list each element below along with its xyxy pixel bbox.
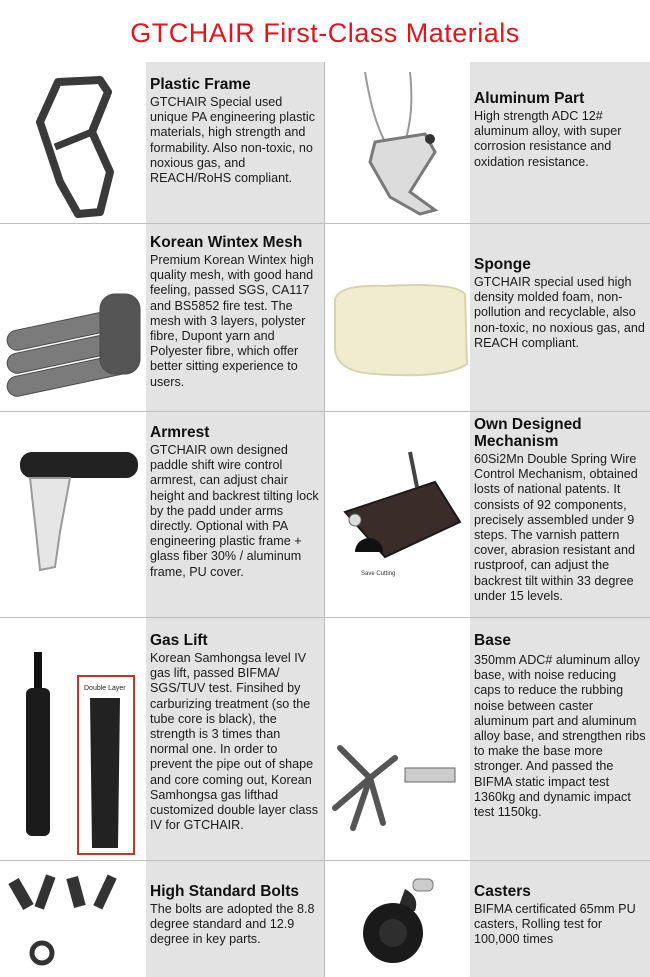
aluminum-part-image [325,62,470,223]
aluminum-part-text [470,62,650,223]
gas-lift-heading: Gas Lift [150,632,208,649]
save-cutting-label: Save Cutting [361,571,396,577]
aluminum-part-body: High strength ADC 12# aluminum alloy, with super corrosion resistance and oxidation resistance. [474,109,622,169]
row-4 [0,618,650,861]
mesh-body: Premium Korean Wintex high quality mesh, with good hand feeling, passed SGS, CA117 and BS5852 fire test. The mesh with 3 layers, polyster fibre, Dupont yarn and Polyester fibre, which offer better sitting experience to users. [150,253,314,389]
row-3 [0,412,650,618]
base-image [325,618,470,860]
armrest-body: GTCHAIR own designed paddle shift wire control armrest, can adjust chair height and backrest tilting lock by the padd under arms directly. Optional with PA engineering plastic frame + glass fiber 30% / aluminum frame, PU cover. [150,443,319,579]
base-text [470,618,650,860]
casters-image [325,861,470,977]
base-cell [0,618,650,860]
sponge-body: GTCHAIR special used high density molded foam, non-pollution and recyclable, also non-toxic, no noxious gas, and REACH compliant. [474,275,645,350]
row-2 [0,224,650,412]
row-1 [0,62,650,224]
plastic-frame-heading: Plastic Frame [150,76,251,93]
aluminum-part-cell [0,62,650,223]
aluminum-part-heading: Aluminum Part [474,90,585,107]
casters-body: BIFMA certificated 65mm PU casters, Rolling test for 100,000 times [474,902,636,947]
casters-cell [0,861,650,977]
sponge-text [470,224,650,411]
sponge-image [325,224,470,411]
mechanism-heading: Own Designed Mechanism [474,416,582,450]
gas-lift-body: Korean Samhongsa level IV gas lift, passed BIFMA/ SGS/TUV test. Finsihed by carburizing treatment (so the tube core is black), the strength is 3 times than normal one. In order to prevent the pipe out of shape and core coming out, Korean Samhongsa gas lifthad customized double layer class IV for GTCHAIR. [150,651,318,833]
mechanism-image [325,412,470,617]
mechanism-cell [0,412,650,617]
page-title: GTCHAIR First-Class Materials [0,0,650,63]
bolts-body: The bolts are adopted the 8.8 degree standard and 12.9 degree in key parts. [150,902,315,947]
plastic-frame-body: GTCHAIR Special used unique PA engineering plastic materials, high strength and formability. Also non-toxic, no noxious gas, and REACH/RoHS compliant. [150,95,316,186]
sponge-cell [0,224,650,411]
double-layer-label: Double Layer [84,685,126,692]
casters-text [470,861,650,977]
mechanism-text [470,412,650,617]
base-body: 350mm ADC# aluminum alloy base, with noise reducing caps to reduce the rubbing noise between caster aluminum part and aluminum alloy base, and strengthen ribs to make the base more stronger. And passed the BIFMA static impact test 1360kg and dynamic impact test 1150kg. [474,653,646,820]
casters-heading: Casters [474,883,531,900]
mechanism-body: 60Si2Mn Double Spring Wire Control Mechanism, obtained losts of national patents. It consists of 92 components, precisely assembled under 9 steps. The varnish pattern cover, abrasion resistant and rustproof, can adjust the backrest tilt within 33 degree under 15 levels. [474,452,638,603]
row-5 [0,861,650,977]
mesh-heading: Korean Wintex Mesh [150,234,303,251]
base-heading: Base [474,632,512,649]
bolts-heading: High Standard Bolts [150,883,299,900]
sponge-heading: Sponge [474,256,531,273]
armrest-heading: Armrest [150,424,210,441]
